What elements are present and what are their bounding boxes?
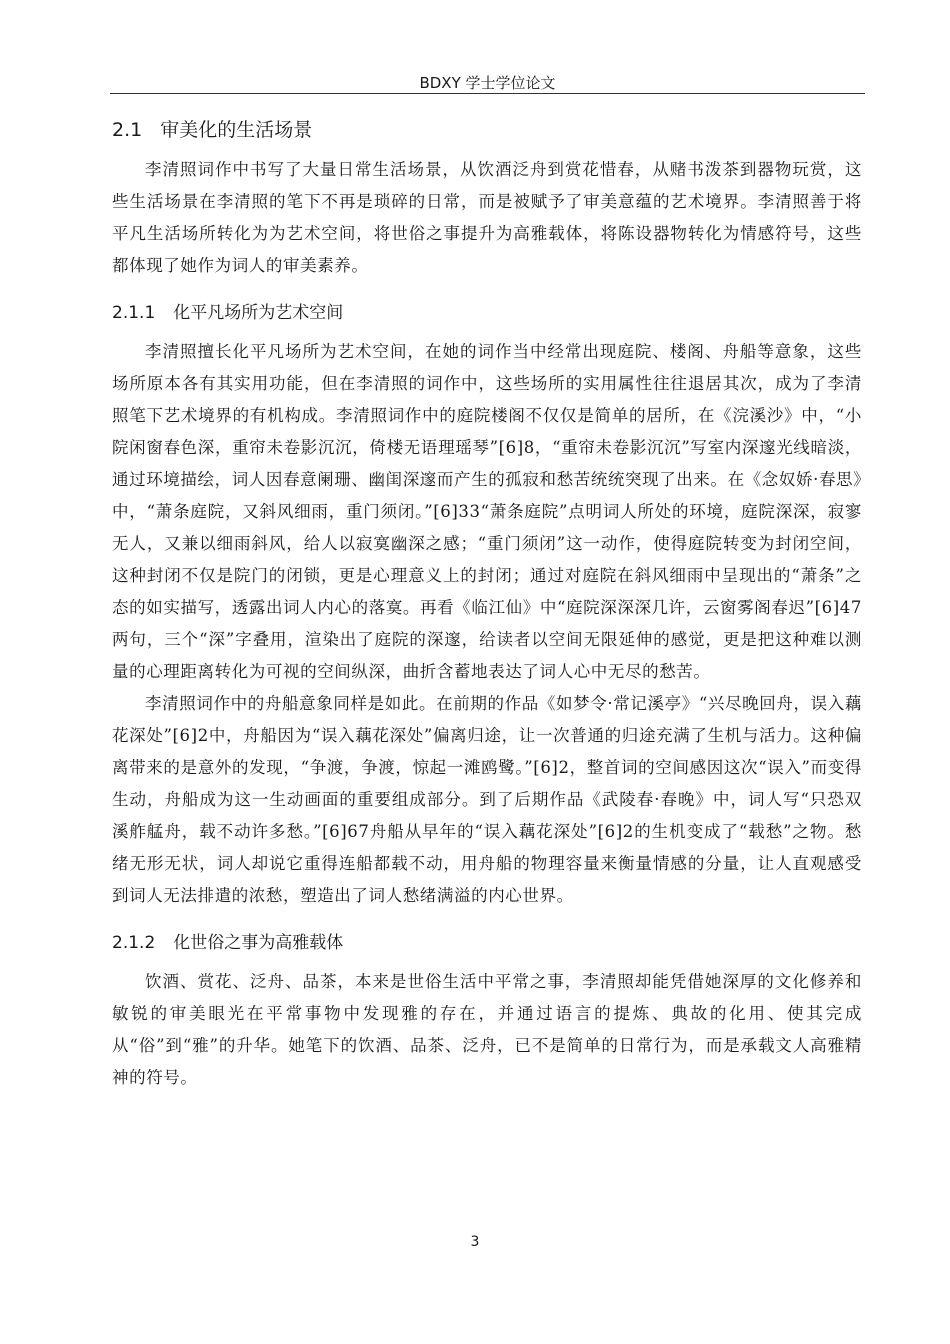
section-title: 审美化的生活场景 bbox=[160, 119, 313, 141]
header-rule bbox=[110, 93, 865, 94]
body-paragraph: 李清照词作中的舟船意象同样是如此。在前期的作品《如梦令·常记溪亭》“兴尽晚回舟，误入藕花深处”[6]2中，舟船因为“误入藕花深处”偏离归途，让一次普通的归途充满了生机与活力。这种偏离带来的是意外的发现，“争渡，争渡，惊起一滩鸥鹭。”[6]2，整首词的空间感因这次“误入”而变得生动，舟船成为这一生动画面的重要组成部分。到了后期作品《武陵春·春晚》中，词人写“只恐双溪舴艋舟，载不动许多愁。”[6]67舟船从早年的“误入藕花深处”[6]2的生机变成了“载愁”之物。愁绪无形无状，词人却说它重得连船都载不动，用舟船的物理容量来衡量情感的分量，让人直观感受到词人无法排遣的浓愁，塑造出了词人愁绪满溢的内心世界。 bbox=[112, 694, 862, 905]
subsection-title: 化平凡场所为艺术空间 bbox=[173, 303, 344, 323]
subsection-title: 化世俗之事为高雅载体 bbox=[173, 933, 344, 953]
subsection-heading bbox=[112, 296, 862, 330]
section-number: 2.1 bbox=[112, 119, 143, 141]
subsection-number: 2.1.2 bbox=[112, 933, 156, 953]
subsection-heading bbox=[112, 926, 862, 960]
body-paragraph: 饮酒、赏花、泛舟、品茶，本来是世俗生活中平常之事，李清照却能凭借她深厚的文化修养和敏锐的审美眼光在平常事物中发现雅的存在，并通过语言的提炼、典故的化用、使其完成从“俗”到“雅”的升华。她笔下的饮酒、品茶、泛舟，已不是简单的日常行为，而是承载文人高雅精神的符号。 bbox=[112, 972, 862, 1087]
subsection-number: 2.1.1 bbox=[112, 303, 156, 323]
section-intro-paragraph: 李清照词作中书写了大量日常生活场景，从饮酒泛舟到赏花惜春，从赌书泼茶到器物玩赏，这些生活场景在李清照的笔下不再是琐碎的日常，而是被赋予了审美意蕴的艺术境界。李清照善于将平凡生活场所转化为为艺术空间，将世俗之事提升为高雅载体，将陈设器物转化为情感符号，这些都体现了她作为词人的审美素养。 bbox=[112, 160, 862, 275]
page-header: BDXY 学士学位论文 bbox=[419, 74, 556, 92]
body-paragraph: 李清照擅长化平凡场所为艺术空间，在她的词作当中经常出现庭院、楼阁、舟船等意象，这些场所原本各有其实用功能，但在李清照的词作中，这些场所的实用属性往往退居其次，成为了李清照笔下艺术境界的有机构成。李清照词作中的庭院楼阁不仅仅是简单的居所，在《浣溪沙》中，“小院闲窗春色深，重帘未卷影沉沉，倚楼无语理瑶琴”[6]8，“重帘未卷影沉沉”写室内深邃光线暗淡，通过环境描绘，词人因春意阑珊、幽闺深邃而产生的孤寂和愁苦统统突现了出来。在《念奴娇·春思》中，“萧条庭院，又斜风细雨，重门须闭。”[6]33“萧条庭院”点明词人所处的环境，庭院深深，寂寥无人，又兼以细雨斜风，给人以寂寞幽深之感；“重门须闭”这一动作，使得庭院转变为封闭空间，这种封闭不仅是院门的闭锁，更是心理意义上的封闭；通过对庭院在斜风细雨中呈现出的“萧条”之态的如实描写，透露出词人内心的落寞。再看《临江仙》中“庭院深深深几许，云窗雾阁春迟”[6]47两句，三个“深”字叠用，渲染出了庭院的深邃，给读者以空间无限延伸的感觉，更是把这种难以测量的心理距离转化为可视的空间纵深，曲折含蓄地表达了词人心中无尽的愁苦。 bbox=[112, 342, 862, 681]
page-number: 3 bbox=[470, 1234, 480, 1250]
document-body bbox=[112, 112, 862, 1094]
section-heading bbox=[112, 112, 862, 148]
